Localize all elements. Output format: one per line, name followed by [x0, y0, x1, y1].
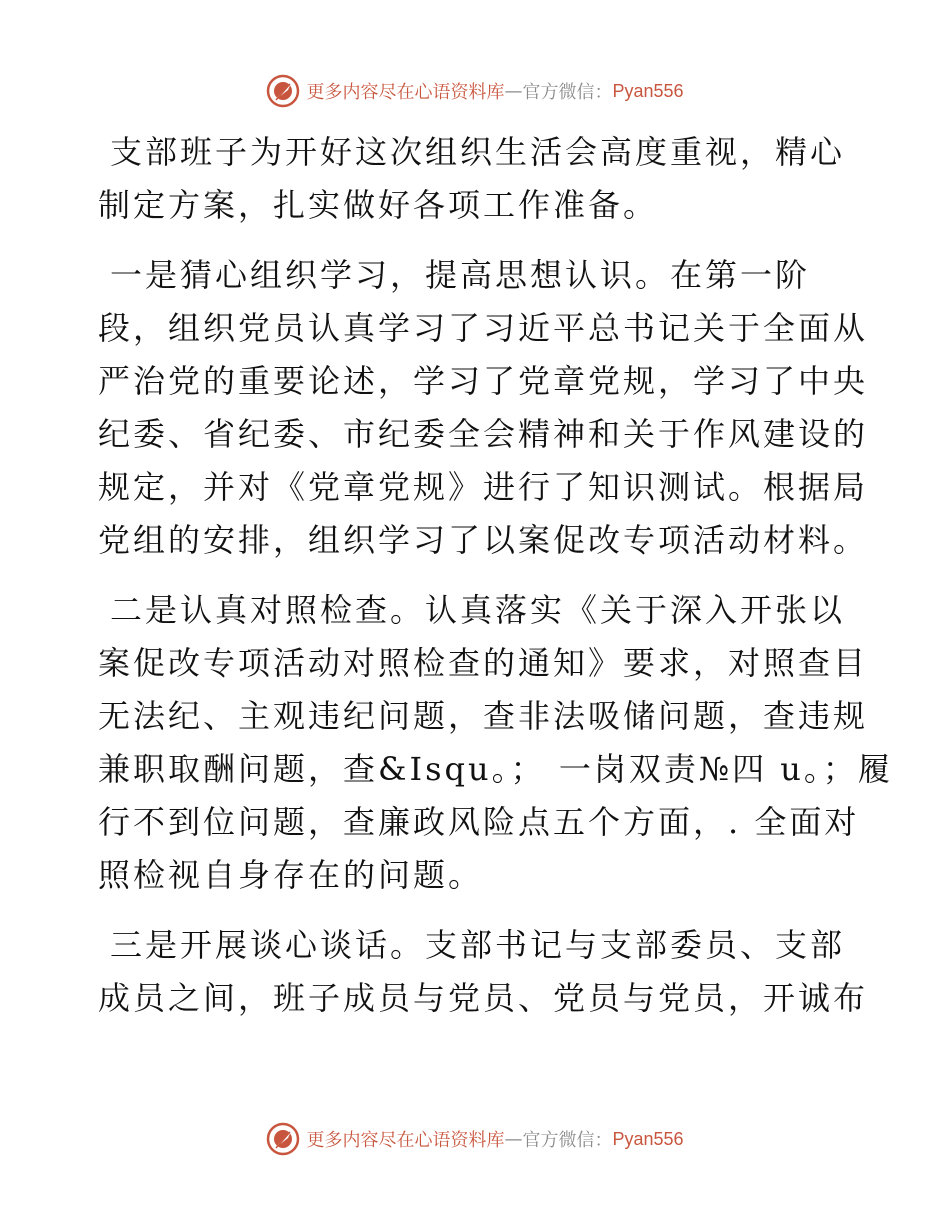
- document-body: [0, 126, 950, 1042]
- text-line: 纪委、省纪委、市纪委全会精神和关于作风建设的: [98, 415, 869, 453]
- watermark-separator: —: [504, 80, 523, 102]
- watermark-label: 官方微信：: [522, 82, 613, 103]
- text-line: 一是猜心组织学习，提高思想认识。在第一阶: [110, 256, 811, 294]
- text-line: 党组的安排，组织学习了以案促改专项活动材料。: [98, 521, 869, 559]
- text-line: 案促改专项活动对照检查的通知》要求，对照查目: [98, 644, 869, 682]
- quill-logo-icon: [266, 1122, 300, 1156]
- quill-logo-icon: [266, 74, 300, 108]
- text-line: 行不到位问题，查廉政风险点五个方面，. 全面对: [98, 803, 860, 841]
- text-line: 二是认真对照检查。认真落实《关于深入开张以: [110, 591, 846, 629]
- text-line: 成员之间，班子成员与党员、党员与党员，开诚布: [98, 979, 869, 1017]
- text-line: 兼职取酬问题，查&Isqu。； 一岗双责№四 u。；履: [98, 750, 893, 788]
- text-line: 规定，并对《党章党规》进行了知识测试。根据局: [98, 468, 869, 506]
- paragraph-inspection: [0, 584, 950, 902]
- watermark-id: Pyan556: [612, 1128, 684, 1149]
- text-line: 三是开展谈心谈话。支部书记与支部委员、支部: [110, 926, 846, 964]
- text-line: 照检视自身存在的问题。: [98, 856, 484, 894]
- text-line: 严治党的重要论述，学习了党章党规，学习了中央: [98, 362, 869, 400]
- text-line: 支部班子为开好这次组织生活会高度重视，精心: [110, 133, 846, 171]
- watermark-label: 官方微信：: [522, 1130, 613, 1151]
- text-line: 段，组织党员认真学习了习近平总书记关于全面从: [98, 309, 869, 347]
- paragraph-study: [0, 249, 950, 567]
- watermark-id: Pyan556: [612, 80, 684, 101]
- text-line: 无法纪、主观违纪问题，查非法吸储问题，查违规: [98, 697, 869, 735]
- paragraph-preparation: [0, 126, 950, 232]
- watermark-separator: —: [504, 1128, 523, 1150]
- footer-watermark: [0, 1119, 950, 1159]
- text-line: 制定方案，扎实做好各项工作准备。: [98, 186, 659, 224]
- watermark-prefix: 更多内容尽在心语资料库: [306, 82, 505, 103]
- paragraph-talks: [0, 919, 950, 1025]
- watermark-prefix: 更多内容尽在心语资料库: [306, 1130, 505, 1151]
- header-watermark: [0, 71, 950, 111]
